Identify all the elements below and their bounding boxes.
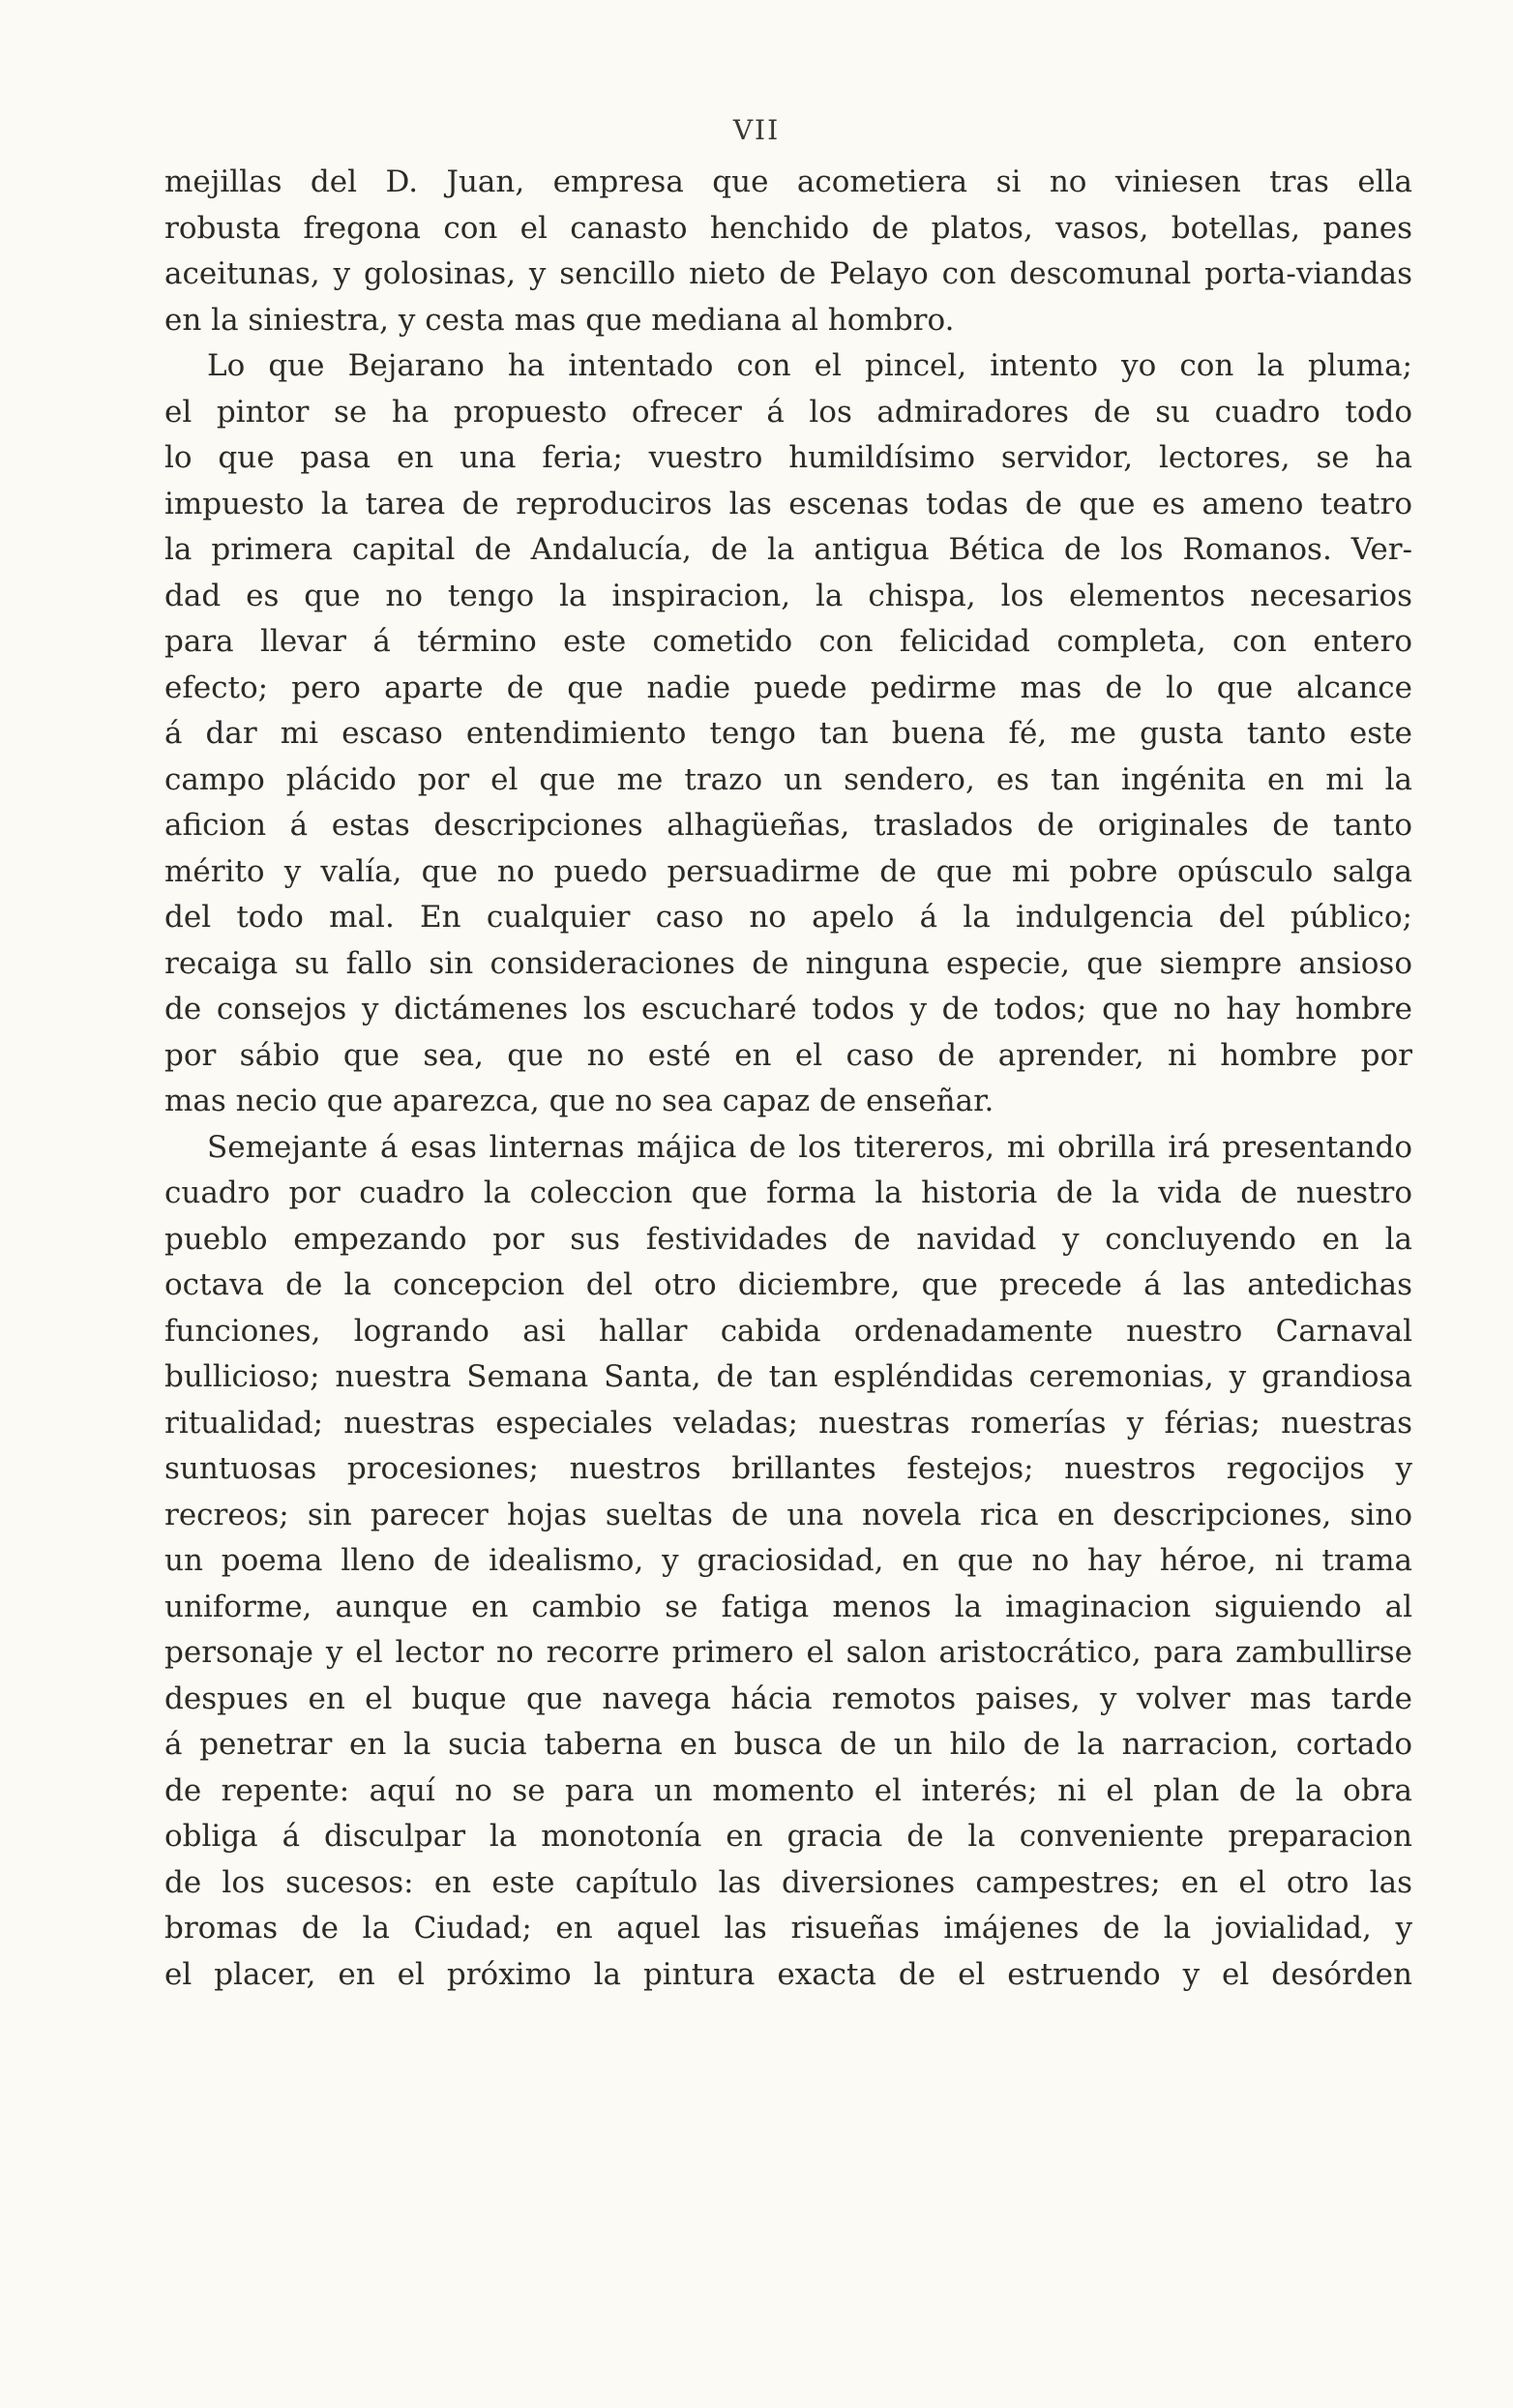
text-line: un poema lleno de idealismo, y graciosidad, en que no hay héroe, ni trama xyxy=(164,1543,1412,1578)
text-line: lo que pasa en una feria; vuestro humildísimo servidor, lectores, se ha xyxy=(164,440,1412,475)
text-line: dad es que no tengo la inspiracion, la chispa, los elementos necesarios xyxy=(164,578,1412,613)
paragraph-1 xyxy=(164,160,1412,343)
text-line: recreos; sin parecer hojas sueltas de una novela rica en descripciones, sino xyxy=(164,1497,1412,1532)
text-line: funciones, logrando asi hallar cabida ordenadamente nuestro Carnaval xyxy=(164,1313,1412,1349)
text-line: bullicioso; nuestra Semana Santa, de tan espléndidas ceremonias, y grandiosa xyxy=(164,1359,1412,1394)
text-line: uniforme, aunque en cambio se fatiga menos la imaginacion siguiendo al xyxy=(164,1589,1412,1624)
text-line: cuadro por cuadro la coleccion que forma la historia de la vida de nuestro xyxy=(164,1175,1412,1210)
paragraph-2 xyxy=(164,343,1412,1125)
text-line: aceitunas, y golosinas, y sencillo nieto de Pelayo con descomunal porta-viandas xyxy=(164,256,1412,291)
text-line: de repente: aquí no se para un momento el interés; ni el plan de la obra xyxy=(164,1772,1412,1808)
body-text xyxy=(164,160,1412,1998)
text-line: aficion á estas descripciones alhagüeñas, traslados de originales de tanto xyxy=(164,808,1412,843)
text-line: en la siniestra, y cesta mas que mediana al hombro. xyxy=(164,302,955,338)
text-line: recaiga su fallo sin consideraciones de ninguna especie, que siempre ansioso xyxy=(164,945,1412,981)
text-line: robusta fregona con el canasto henchido de platos, vasos, botellas, panes xyxy=(164,210,1412,246)
text-line: mérito y valía, que no puedo persuadirme de que mi pobre opúsculo salga xyxy=(164,853,1412,889)
text-line: pueblo empezando por sus festividades de navidad y concluyendo en la xyxy=(164,1221,1412,1257)
text-line: por sábio que sea, que no esté en el caso de aprender, ni hombre por xyxy=(164,1037,1412,1073)
text-line: campo plácido por el que me trazo un sendero, es tan ingénita en mi la xyxy=(164,761,1412,797)
text-line: suntuosas procesiones; nuestros brillantes festejos; nuestros regocijos y xyxy=(164,1451,1412,1486)
text-line: á dar mi escaso entendimiento tengo tan buena fé, me gusta tanto este xyxy=(164,716,1412,751)
text-line: personaje y el lector no recorre primero el salon aristocrático, para zambullirse xyxy=(164,1635,1412,1670)
text-line: mejillas del D. Juan, empresa que acometiera si no viniesen tras ella xyxy=(164,164,1412,199)
text-line: bromas de la Ciudad; en aquel las risueñas imájenes de la jovialidad, y xyxy=(164,1911,1412,1946)
text-line: efecto; pero aparte de que nadie puede pedirme mas de lo que alcance xyxy=(164,669,1412,705)
text-line: Semejante á esas linternas májica de los titereros, mi obrilla irá presentando xyxy=(207,1129,1412,1165)
text-line: de los sucesos: en este capítulo las diversiones campestres; en el otro las xyxy=(164,1864,1412,1900)
text-line: el placer, en el próximo la pintura exacta de el estruendo y el desórden xyxy=(164,1956,1412,1992)
page-number: VII xyxy=(732,114,781,146)
text-line: á penetrar en la sucia taberna en busca de un hilo de la narracion, cortado xyxy=(164,1727,1412,1762)
paragraph-3 xyxy=(164,1125,1412,1999)
text-line: el pintor se ha propuesto ofrecer á los admiradores de su cuadro todo xyxy=(164,394,1412,430)
text-line: despues en el buque que navega hácia remotos paises, y volver mas tarde xyxy=(164,1680,1412,1716)
text-line: de consejos y dictámenes los escucharé todos y de todos; que no hay hombre xyxy=(164,992,1412,1026)
text-line: obliga á disculpar la monotonía en gracia de la conveniente preparacion xyxy=(164,1819,1412,1854)
text-line: ritualidad; nuestras especiales veladas; nuestras romerías y férias; nuestras xyxy=(164,1405,1412,1441)
text-line: Lo que Bejarano ha intentado con el pincel, intento yo con la pluma; xyxy=(207,348,1412,383)
text-line: impuesto la tarea de reproduciros las escenas todas de que es ameno teatro xyxy=(164,486,1412,521)
text-line: octava de la concepcion del otro diciembre, que precede á las antedichas xyxy=(164,1267,1412,1302)
text-line: del todo mal. En cualquier caso no apelo á la indulgencia del público; xyxy=(164,900,1412,935)
text-line: mas necio que aparezca, que no sea capaz de enseñar. xyxy=(164,1084,994,1118)
text-line: para llevar á término este cometido con felicidad completa, con entero xyxy=(164,624,1412,659)
text-line: la primera capital de Andalucía, de la antigua Bética de los Romanos. Ver- xyxy=(164,532,1412,567)
